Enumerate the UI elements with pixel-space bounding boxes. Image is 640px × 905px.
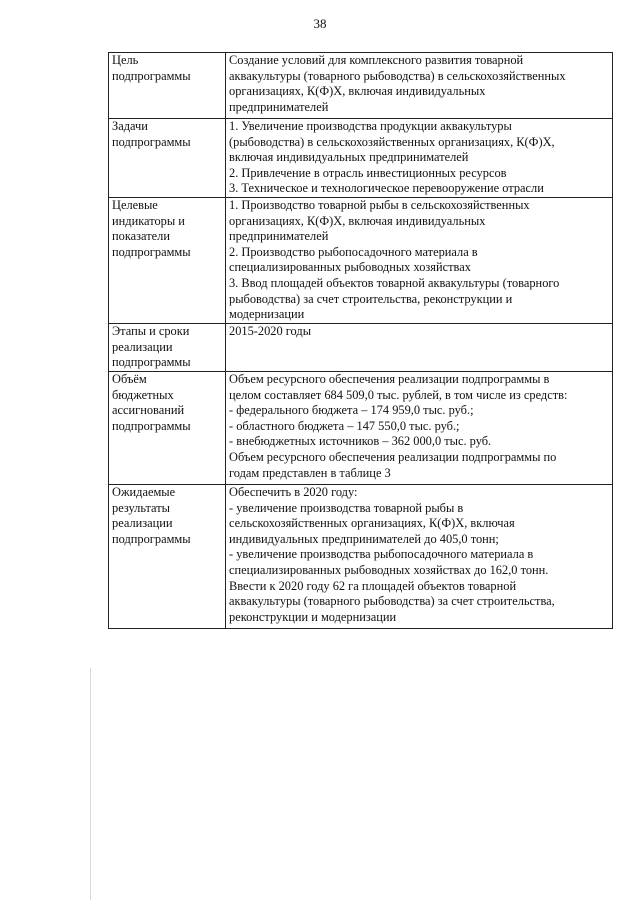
row-value-line: рыбоводства) за счет строительства, реконструкции и — [229, 291, 513, 306]
row-value-line: аквакультуры (товарного рыбоводства) в сельскохозяйственных — [229, 68, 566, 83]
row-label-line: Ожидаемые — [112, 484, 176, 499]
row-value-line: - увеличение производства рыбопосадочного материала в — [229, 547, 534, 562]
row-label-stages — [109, 323, 226, 371]
row-value-goal — [226, 53, 613, 119]
row-value-line: 1. Увеличение производства продукции аквакультуры — [229, 119, 512, 133]
table-row — [109, 323, 613, 371]
row-label-line: ассигнований — [112, 403, 185, 418]
table-row — [109, 197, 613, 323]
row-label-line: подпрограммы — [112, 531, 191, 546]
row-value-indicators — [226, 197, 613, 323]
row-label-line: подпрограммы — [112, 134, 191, 149]
row-value-budget — [226, 371, 613, 484]
row-label-line: Целевые — [112, 197, 158, 212]
scan-margin-line — [90, 668, 91, 900]
row-label-line: реализации — [112, 339, 173, 354]
table-row — [109, 53, 613, 119]
row-label-line: реализации — [112, 516, 173, 531]
row-label-line: подпрограммы — [112, 68, 191, 83]
row-value-line: - областного бюджета – 147 550,0 тыс. руб.; — [229, 418, 460, 433]
row-value-line: специализированных рыбоводных хозяйствах до 162,0 тонн. — [229, 562, 549, 577]
row-label-line: Задачи — [112, 119, 148, 133]
row-label-line: индикаторы и — [112, 213, 185, 228]
table-row — [109, 371, 613, 484]
row-value-line: организациях, К(Ф)Х, включая индивидуальных — [229, 84, 486, 99]
table-row — [109, 484, 613, 628]
row-value-line: включая индивидуальных предпринимателей — [229, 150, 469, 165]
row-label-budget — [109, 371, 226, 484]
row-value-line: специализированных рыбоводных хозяйствах — [229, 260, 471, 275]
row-value-line: 3. Техническое и технологическое перевооружение отрасли — [229, 181, 544, 196]
row-value-line: годам представлен в таблице 3 — [229, 465, 391, 480]
row-value-line: - внебюджетных источников – 362 000,0 тыс. руб. — [229, 434, 492, 449]
row-value-line: Создание условий для комплексного развития товарной — [229, 53, 524, 67]
row-value-results — [226, 484, 613, 628]
row-value-line: 3. Ввод площадей объектов товарной аквакультуры (товарного — [229, 275, 560, 290]
row-label-line: подпрограммы — [112, 244, 191, 259]
row-value-line: предпринимателей — [229, 99, 329, 114]
row-value-line: (рыбоводства) в сельскохозяйственных организациях, К(Ф)Х, — [229, 134, 555, 149]
row-label-results — [109, 484, 226, 628]
row-value-line: Объем ресурсного обеспечения реализации подпрограммы по — [229, 449, 557, 464]
table-row — [109, 119, 613, 198]
row-label-line: подпрограммы — [112, 418, 191, 433]
row-label-line: показатели — [112, 229, 170, 244]
row-value-line: аквакультуры (товарного рыбоводства) за счет строительства, — [229, 594, 555, 609]
row-value-line: реконструкции и модернизации — [229, 609, 397, 624]
row-value-tasks — [226, 119, 613, 198]
row-value-line: 2. Производство рыбопосадочного материала в — [229, 244, 478, 259]
row-value-line: Объем ресурсного обеспечения реализации подпрограммы в — [229, 371, 550, 386]
row-value-line: 1. Производство товарной рыбы в сельскохозяйственных — [229, 197, 530, 212]
row-label-goal — [109, 53, 226, 119]
row-value-line: сельскохозяйственных организациях, К(Ф)Х, включая — [229, 516, 515, 531]
row-value-stages — [226, 323, 613, 371]
row-label-line: Этапы и сроки — [112, 323, 190, 338]
row-value-line: индивидуальных предпринимателей до 405,0 тонн; — [229, 531, 499, 546]
row-label-indicators — [109, 197, 226, 323]
row-label-line: подпрограммы — [112, 355, 191, 370]
subprogram-passport-table — [108, 52, 613, 629]
row-value-line: Ввести к 2020 году 62 га площадей объектов товарной — [229, 578, 517, 593]
page-number: 38 — [313, 16, 327, 31]
row-value-line: организациях, К(Ф)Х, включая индивидуальных — [229, 213, 486, 228]
row-label-line: Объём — [112, 371, 147, 386]
row-label-line: результаты — [112, 500, 170, 515]
row-value-line: целом составляет 684 509,0 тыс. рублей, в том числе из средств: — [229, 387, 568, 402]
row-value-line: 2. Привлечение в отрасль инвестиционных ресурсов — [229, 165, 507, 180]
row-value-line: 2015-2020 годы — [229, 323, 312, 338]
row-value-line: - федерального бюджета – 174 959,0 тыс. руб.; — [229, 403, 474, 418]
row-label-line: Цель — [112, 53, 139, 67]
row-value-line: модернизации — [229, 307, 305, 322]
row-label-line: бюджетных — [112, 387, 174, 402]
row-label-tasks — [109, 119, 226, 198]
row-value-line: Обеспечить в 2020 году: — [229, 484, 358, 499]
row-value-line: - увеличение производства товарной рыбы в — [229, 500, 464, 515]
row-value-line: предпринимателей — [229, 229, 329, 244]
